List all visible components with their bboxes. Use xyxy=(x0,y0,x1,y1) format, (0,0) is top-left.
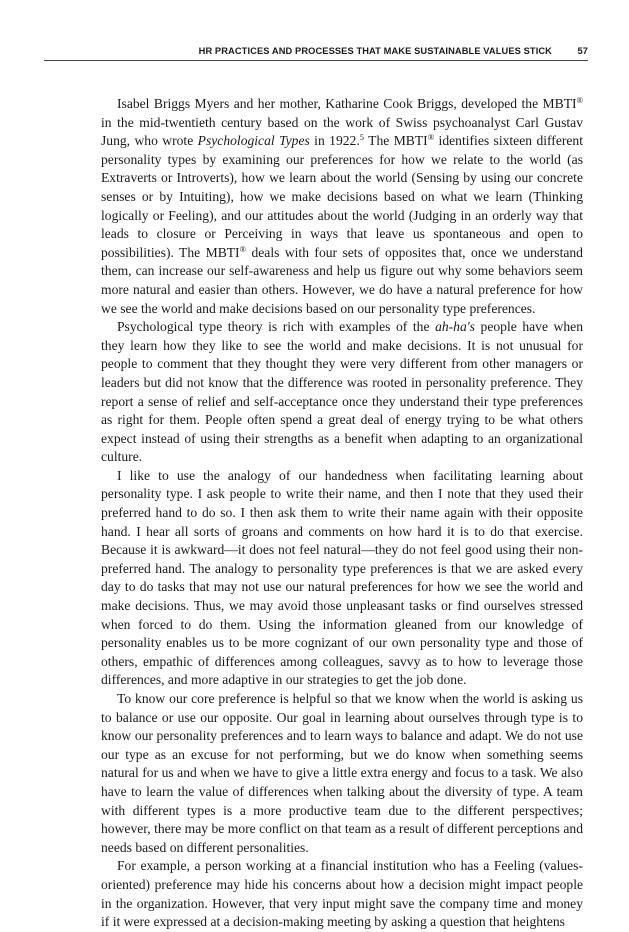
body-text xyxy=(101,95,583,932)
registered-mark: ® xyxy=(427,132,435,143)
paragraph-5: For example, a person working at a financial institution who has a Feeling (values-oriented) preference may hide his concerns about how a decision might impact people in the organization. However, that very input might save the company time and money if it were expressed at a decision-making meeting by asking a question that heightens xyxy=(101,858,583,930)
paragraph-2-text: people have when they learn how they like to see the world and make decisions. It is not unusual for people to comment that they thought they were very different from other managers or leaders but did not know that the difference was rooted in personality preference. They report a sense of relief and self-acceptance once they understand their type preferences as right for them. People often spend a great deal of energy trying to be what others expect instead of using their strengths as a benefit when adapting to an organizational culture. xyxy=(101,319,583,465)
paragraph-1-text: Isabel Briggs Myers and her mother, Katharine Cook Briggs, developed the MBTI xyxy=(117,96,577,111)
registered-mark: ® xyxy=(239,243,247,254)
paragraph-1-text: in 1922. xyxy=(309,133,360,149)
running-header xyxy=(44,44,588,61)
paragraph-2 xyxy=(101,318,583,467)
footnote-reference: 5 xyxy=(359,132,364,143)
emphasis-ah-ha: ah-ha's xyxy=(435,319,475,335)
paragraph-1-text: identifies sixteen different personality types by examining our preferences for how we relate to the world (as Extraverts or Introverts), how we learn about the world (Sensing by using our concrete senses or by Intuiting), how we make decisions based on what we learn (Thinking logically or Feeling), and our attitudes about the world (Judging in an orderly way that leads to closure or Perceiving in ways that leave us spontaneous and open to possibilities). The MBTI xyxy=(101,133,583,260)
paragraph-3: I like to use the analogy of our handedness when facilitating learning about personality type. I ask people to write their name, and then I note that they used their preferred hand to do so. I then ask them to write their name again with their opposite hand. I hear all sorts of groans and comments on how hard it is to do that exercise. Because it is awkward—it does not feel natural—they do not feel good using their non-preferred hand. The analogy to personality type preferences is that we are asked every day to do tasks that may not use our natural preferences for how we see the world and make decisions. Thus, we may avoid those unpleasant tasks or find ourselves stressed when forced to do them. Using the information gleaned from our knowledge of personality enables us to be more cognizant of our own personality type and those of others, empathic of differences among colleagues, savvy as to how to leverage those differences, and more adaptive in our strategies to get the job done. xyxy=(101,467,583,688)
paragraph-1-text: in the mid-twentieth century based on the work of Swiss psychoanalyst Carl Gustav Jung, who wrote xyxy=(101,114,583,149)
paragraph-1-text: The MBTI xyxy=(364,133,428,149)
running-title: HR PRACTICES AND PROCESSES THAT MAKE SUSTAINABLE VALUES STICK xyxy=(198,46,552,56)
paragraph-4: To know our core preference is helpful so that we know when the world is asking us to balance or use our opposite. Our goal in learning about ourselves through type is to know our personality preferences and to learn ways to balance and adapt. We do not use our type as an excuse for not performing, but we do know when something seems natural for us and when we have to give a little extra energy and focus to a task. We also have to learn the value of differences when talking about the diversity of type. A team with different types is a more productive team due to the different perspectives; however, there may be more conflict on that team as a result of different perceptions and needs based on different personalities. xyxy=(101,691,583,855)
book-title: Psychological Types xyxy=(197,133,310,149)
page-number: 57 xyxy=(577,46,588,56)
paragraph-1 xyxy=(101,95,583,318)
registered-mark: ® xyxy=(576,95,583,105)
paragraph-2-text: Psychological type theory is rich with examples of the xyxy=(117,319,436,335)
paragraph-1-text: deals with four sets of opposites that, once we understand them, can increase our self-awareness and help us figure out why some behaviors seem more natural and easier than others. However, we do have a natural preference for how we see the world and make decisions based on our personality type preferences. xyxy=(101,244,583,316)
